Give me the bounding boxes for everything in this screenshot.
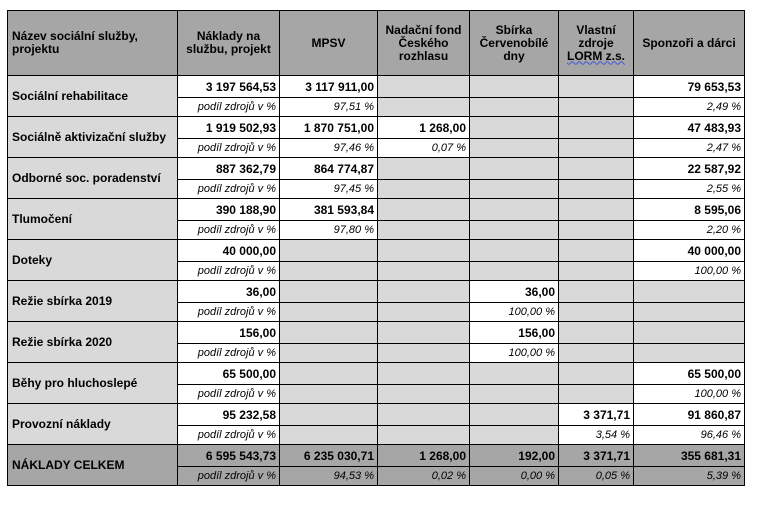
cell-nadacni <box>378 404 470 426</box>
row-name: Režie sbírka 2020 <box>8 322 178 363</box>
share-mpsv <box>280 344 378 363</box>
cell-sponzori <box>634 281 745 303</box>
cell-costs: 887 362,79 <box>178 158 280 180</box>
table-row <box>8 158 745 180</box>
share-nadacni <box>378 303 470 322</box>
cell-vlastni <box>559 199 634 221</box>
cell-sponzori <box>634 322 745 344</box>
cell-sponzori: 79 653,53 <box>634 76 745 98</box>
share-mpsv: 97,51 % <box>280 98 378 117</box>
cell-nadacni <box>378 363 470 385</box>
cell-sponzori: 8 595,06 <box>634 199 745 221</box>
share-sponzori: 2,20 % <box>634 221 745 240</box>
cell-vlastni <box>559 240 634 262</box>
funding-table <box>7 10 745 486</box>
cell-mpsv: 1 870 751,00 <box>280 117 378 139</box>
cell-vlastni <box>559 322 634 344</box>
cell-mpsv <box>280 322 378 344</box>
share-mpsv <box>280 303 378 322</box>
share-vlastni <box>559 344 634 363</box>
cell-sbirka <box>470 363 559 385</box>
share-sponzori: 100,00 % <box>634 262 745 281</box>
header-name: Název sociální služby, projektu <box>8 11 178 76</box>
header-costs: Náklady na službu, projekt <box>178 11 280 76</box>
cell-costs: 6 595 543,73 <box>178 445 280 467</box>
cell-costs: 390 188,90 <box>178 199 280 221</box>
row-name: Provozní náklady <box>8 404 178 445</box>
row-name: Doteky <box>8 240 178 281</box>
cell-mpsv <box>280 281 378 303</box>
share-sponzori: 2,47 % <box>634 139 745 158</box>
cell-mpsv: 3 117 911,00 <box>280 76 378 98</box>
cell-mpsv <box>280 240 378 262</box>
cell-sponzori: 91 860,87 <box>634 404 745 426</box>
cell-nadacni: 1 268,00 <box>378 117 470 139</box>
cell-vlastni <box>559 117 634 139</box>
cell-vlastni <box>559 158 634 180</box>
cell-nadacni <box>378 281 470 303</box>
share-label: podíl zdrojů v % <box>178 262 280 281</box>
cell-mpsv: 864 774,87 <box>280 158 378 180</box>
share-vlastni <box>559 385 634 404</box>
share-mpsv <box>280 385 378 404</box>
cell-vlastni <box>559 363 634 385</box>
share-nadacni <box>378 180 470 199</box>
row-name: Běhy pro hluchoslepé <box>8 363 178 404</box>
cell-nadacni <box>378 322 470 344</box>
cell-sbirka <box>470 199 559 221</box>
share-vlastni: 3,54 % <box>559 426 634 445</box>
table-row <box>8 322 745 344</box>
share-mpsv <box>280 426 378 445</box>
cell-nadacni <box>378 240 470 262</box>
header-vlastni <box>559 11 634 76</box>
share-nadacni <box>378 262 470 281</box>
share-label: podíl zdrojů v % <box>178 467 280 486</box>
table-row <box>8 117 745 139</box>
share-nadacni: 0,02 % <box>378 467 470 486</box>
share-vlastni <box>559 262 634 281</box>
table-row <box>8 199 745 221</box>
share-mpsv: 97,45 % <box>280 180 378 199</box>
table-row <box>8 445 745 467</box>
row-name: Tlumočení <box>8 199 178 240</box>
row-name: NÁKLADY CELKEM <box>8 445 178 486</box>
cell-sbirka <box>470 76 559 98</box>
share-sbirka: 0,00 % <box>470 467 559 486</box>
table-body <box>8 76 745 486</box>
share-sponzori: 100,00 % <box>634 385 745 404</box>
cell-sbirka <box>470 240 559 262</box>
header-nadacni: Nadační fond Českého rozhlasu <box>378 11 470 76</box>
share-mpsv: 97,46 % <box>280 139 378 158</box>
table-row <box>8 404 745 426</box>
share-sbirka: 100,00 % <box>470 344 559 363</box>
cell-costs: 3 197 564,53 <box>178 76 280 98</box>
share-vlastni <box>559 139 634 158</box>
share-nadacni <box>378 221 470 240</box>
cell-vlastni: 3 371,71 <box>559 404 634 426</box>
header-sponzori: Sponzoři a dárci <box>634 11 745 76</box>
share-nadacni <box>378 385 470 404</box>
cell-sponzori: 355 681,31 <box>634 445 745 467</box>
cell-nadacni <box>378 158 470 180</box>
row-name: Odborné soc. poradenství <box>8 158 178 199</box>
cell-sponzori: 47 483,93 <box>634 117 745 139</box>
share-vlastni <box>559 98 634 117</box>
share-label: podíl zdrojů v % <box>178 139 280 158</box>
share-label: podíl zdrojů v % <box>178 180 280 199</box>
table-row <box>8 76 745 98</box>
cell-nadacni <box>378 199 470 221</box>
share-sponzori: 96,46 % <box>634 426 745 445</box>
share-mpsv: 94,53 % <box>280 467 378 486</box>
table-row <box>8 363 745 385</box>
share-label: podíl zdrojů v % <box>178 344 280 363</box>
cell-sbirka <box>470 117 559 139</box>
header-vlastni-line1: Vlastní zdroje <box>576 22 616 50</box>
share-sponzori <box>634 344 745 363</box>
share-mpsv <box>280 262 378 281</box>
row-name: Sociální rehabilitace <box>8 76 178 117</box>
share-sbirka <box>470 98 559 117</box>
table-row <box>8 240 745 262</box>
cell-mpsv: 381 593,84 <box>280 199 378 221</box>
cell-sbirka <box>470 404 559 426</box>
share-label: podíl zdrojů v % <box>178 98 280 117</box>
cell-sbirka <box>470 158 559 180</box>
cell-mpsv <box>280 404 378 426</box>
share-sbirka <box>470 221 559 240</box>
cell-sbirka: 192,00 <box>470 445 559 467</box>
table-row <box>8 281 745 303</box>
cell-sponzori: 40 000,00 <box>634 240 745 262</box>
share-sbirka <box>470 139 559 158</box>
header-vlastni-line2: LORM z.s. <box>566 48 625 63</box>
share-mpsv: 97,80 % <box>280 221 378 240</box>
share-label: podíl zdrojů v % <box>178 426 280 445</box>
cell-mpsv <box>280 363 378 385</box>
share-sponzori <box>634 303 745 322</box>
share-label: podíl zdrojů v % <box>178 303 280 322</box>
cell-nadacni: 1 268,00 <box>378 445 470 467</box>
share-label: podíl zdrojů v % <box>178 221 280 240</box>
cell-sponzori: 65 500,00 <box>634 363 745 385</box>
header-mpsv: MPSV <box>280 11 378 76</box>
cell-costs: 65 500,00 <box>178 363 280 385</box>
header-row <box>8 11 745 76</box>
cell-costs: 156,00 <box>178 322 280 344</box>
share-nadacni <box>378 426 470 445</box>
share-vlastni: 0,05 % <box>559 467 634 486</box>
cell-costs: 36,00 <box>178 281 280 303</box>
cell-costs: 40 000,00 <box>178 240 280 262</box>
share-vlastni <box>559 303 634 322</box>
share-sponzori: 2,55 % <box>634 180 745 199</box>
cell-sbirka: 36,00 <box>470 281 559 303</box>
cell-nadacni <box>378 76 470 98</box>
share-nadacni: 0,07 % <box>378 139 470 158</box>
share-sponzori: 5,39 % <box>634 467 745 486</box>
row-name: Režie sbírka 2019 <box>8 281 178 322</box>
share-label: podíl zdrojů v % <box>178 385 280 404</box>
share-sbirka <box>470 426 559 445</box>
cell-vlastni <box>559 76 634 98</box>
share-sbirka <box>470 385 559 404</box>
cell-costs: 1 919 502,93 <box>178 117 280 139</box>
share-sbirka <box>470 262 559 281</box>
cell-mpsv: 6 235 030,71 <box>280 445 378 467</box>
cell-sbirka: 156,00 <box>470 322 559 344</box>
cell-vlastni <box>559 281 634 303</box>
share-sbirka <box>470 180 559 199</box>
share-nadacni <box>378 98 470 117</box>
share-nadacni <box>378 344 470 363</box>
cell-costs: 95 232,58 <box>178 404 280 426</box>
cell-vlastni: 3 371,71 <box>559 445 634 467</box>
share-sbirka: 100,00 % <box>470 303 559 322</box>
row-name: Sociálně aktivizační služby <box>8 117 178 158</box>
share-vlastni <box>559 221 634 240</box>
header-sbirka: Sbírka Červenobílé dny <box>470 11 559 76</box>
share-vlastni <box>559 180 634 199</box>
cell-sponzori: 22 587,92 <box>634 158 745 180</box>
share-sponzori: 2,49 % <box>634 98 745 117</box>
